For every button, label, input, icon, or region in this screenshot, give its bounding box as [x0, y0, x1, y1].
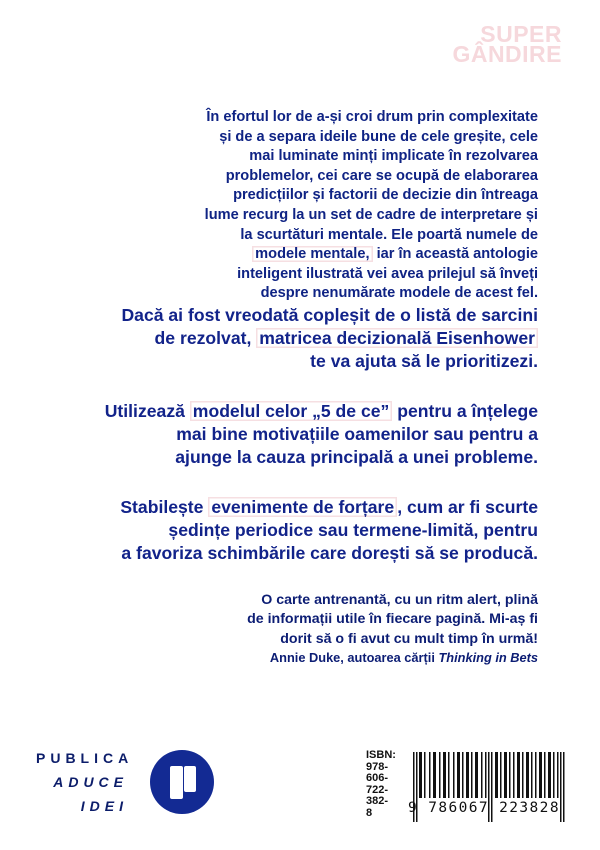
- intro-line: inteligent ilustrată vei avea prilejul să înveți: [237, 265, 538, 282]
- paragraph-text: pentru a înțelege: [392, 401, 538, 421]
- paragraph-line: [60, 327, 538, 350]
- paragraph-line: te va ajuta să le prioritizezi.: [310, 351, 538, 371]
- isbn-part: 606-: [366, 772, 389, 785]
- highlighted-term: modele mentale,: [252, 246, 372, 262]
- publisher-wordmark: [36, 746, 134, 818]
- isbn-label: ISBN:: [366, 749, 396, 761]
- quote-attribution: [150, 649, 538, 667]
- series-logo-line2: GÂNDIRE: [452, 41, 562, 67]
- barcode-digits: 9 786067 223828: [408, 800, 560, 816]
- series-logo: [452, 21, 562, 67]
- publisher-line1: PUBLICA: [36, 750, 134, 766]
- paragraph-text: Stabilește: [120, 497, 209, 517]
- forcing-events-paragraph: [60, 496, 538, 565]
- isbn-part: 382-: [366, 795, 389, 808]
- highlighted-term: evenimente de forțare: [208, 497, 397, 517]
- series-logo-line1: SUPER: [480, 21, 562, 47]
- paragraph-text: Utilizează: [104, 401, 190, 421]
- highlighted-term: matricea decizională Eisenhower: [256, 328, 538, 348]
- isbn-part: 8: [366, 806, 373, 819]
- quote-line: dorit să o fi avut cu mult timp în urmă!: [280, 630, 538, 647]
- publisher-logo-icon: [150, 750, 214, 814]
- paragraph-line: [60, 496, 538, 519]
- intro-paragraph: [100, 108, 538, 304]
- endorsement-quote: [150, 591, 538, 667]
- intro-line: În efortul lor de a-și croi drum prin complexitate: [206, 109, 538, 125]
- eisenhower-paragraph: [60, 304, 538, 373]
- intro-line: și de a separa ideile bune de cele greșite, cele: [219, 128, 538, 145]
- paragraph-text: , cum ar fi scurte: [397, 497, 538, 517]
- intro-line: mai luminate minți implicate în rezolvarea: [249, 148, 538, 165]
- publisher-line2: ADUCE: [53, 774, 128, 790]
- publisher-line3: IDEI: [80, 798, 128, 814]
- intro-line: lume recurg la un set de cadre de interpretare și: [204, 206, 538, 223]
- isbn-block: [366, 750, 396, 820]
- isbn-part: 978-: [366, 760, 389, 773]
- paragraph-line: Dacă ai fost vreodată copleșit de o listă de sarcini: [121, 305, 538, 325]
- paragraph-text: de rezolvat,: [154, 328, 257, 348]
- logo-bar-right: [184, 766, 196, 792]
- intro-line: [100, 245, 538, 265]
- quote-line: de informații utile în fiecare pagină. Mi-aș fi: [247, 611, 538, 628]
- intro-line-rest: iar în această antologie: [376, 246, 538, 263]
- isbn-part: 722-: [366, 783, 389, 796]
- paragraph-line: a favoriza schimbările care dorești să se producă.: [121, 543, 538, 563]
- paragraph-line: ajunge la cauza principală a unei probleme.: [175, 447, 538, 467]
- intro-line: problemelor, cei care se ocupă de elaborarea: [225, 167, 538, 184]
- paragraph-line: [60, 400, 538, 423]
- book-title: Thinking in Bets: [438, 650, 538, 666]
- quote-line: O carte antrenantă, cu un ritm alert, plină: [261, 592, 538, 608]
- logo-bar-left: [170, 766, 183, 799]
- attribution-text: Annie Duke, autoarea cărții: [269, 650, 439, 666]
- intro-line: despre nenumărate modele de acest fel.: [260, 285, 538, 302]
- five-whys-paragraph: [60, 400, 538, 469]
- intro-line: predicțiilor și factorii de decizie din întreaga: [233, 187, 538, 204]
- highlighted-term: modelul celor „5 de ce”: [190, 401, 393, 421]
- paragraph-line: ședințe periodice sau termene-limită, pentru: [168, 520, 538, 540]
- intro-line: la scurtături mentale. Ele poartă numele de: [240, 226, 538, 243]
- paragraph-line: mai bine motivațiile oamenilor sau pentru a: [176, 424, 538, 444]
